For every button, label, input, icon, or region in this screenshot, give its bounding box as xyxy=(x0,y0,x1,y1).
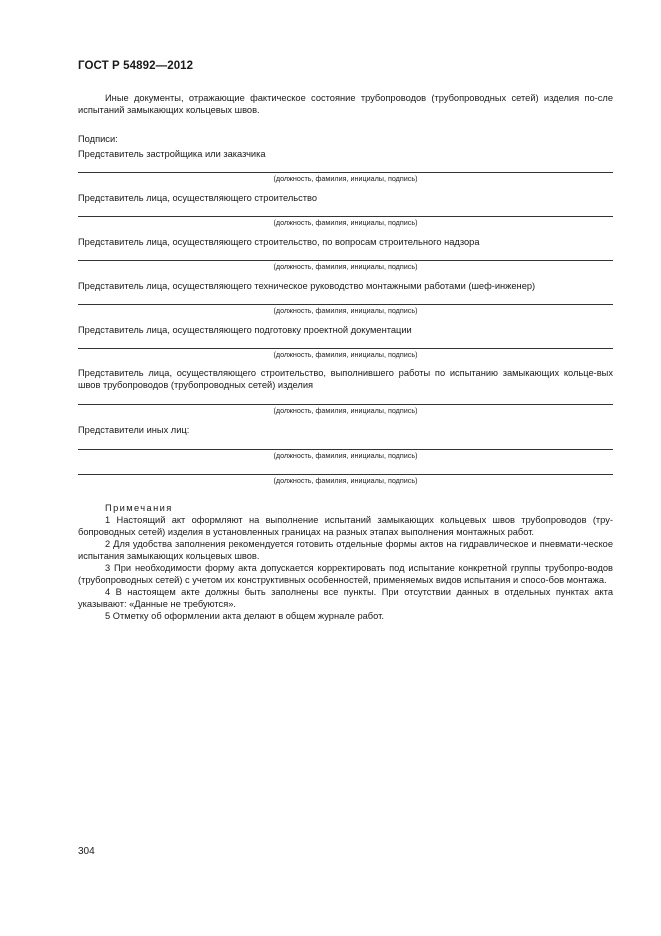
notes-title: Примечания xyxy=(105,503,173,513)
signature-line xyxy=(78,449,613,450)
representative-label: Представитель лица, осуществляющего подготовку проектной документации xyxy=(78,325,412,335)
signature-line xyxy=(78,172,613,173)
signature-hint: (должность, фамилия, инициалы, подпись) xyxy=(273,262,418,271)
signature-line xyxy=(78,216,613,217)
note-item: 1 Настоящий акт оформляют на выполнение испытаний замыкающих кольцевых швов трубопроводов (тру-бопроводных сетей) изделия в установленных границах на разных этапах выполнения монтажных работ. xyxy=(78,515,613,537)
note-item: 3 При необходимости форму акта допускается корректировать под испытание конкретной группы трубопро-водов (трубопроводных сетей) с учетом их конструктивных особенностей, применяемых видов испытания и спосо-бов монтажа. xyxy=(78,563,613,585)
note-item: 2 Для удобства заполнения рекомендуется готовить отдельные формы актов на гидравлическое и пневмати-ческое испытания замыкающих кольцевых швов. xyxy=(78,539,613,561)
signature-hint: (должность, фамилия, инициалы, подпись) xyxy=(273,476,418,485)
others-label: Представители иных лиц: xyxy=(78,425,190,435)
representative-label: Представитель застройщика или заказчика xyxy=(78,149,266,159)
signature-hint: (должность, фамилия, инициалы, подпись) xyxy=(273,451,418,460)
signature-hint: (должность, фамилия, инициалы, подпись) xyxy=(273,174,418,183)
document-code: ГОСТ Р 54892—2012 xyxy=(78,60,194,72)
signature-line xyxy=(78,260,613,261)
signature-hint: (должность, фамилия, инициалы, подпись) xyxy=(273,350,418,359)
signature-hint: (должность, фамилия, инициалы, подпись) xyxy=(273,218,418,227)
representative-label: Представитель лица, осуществляющего строительство, по вопросам строительного надзора xyxy=(78,237,480,247)
signature-line xyxy=(78,304,613,305)
note-item: 5 Отметку об оформлении акта делают в общем журнале работ. xyxy=(105,611,384,621)
notes-block xyxy=(78,502,613,622)
representative-label: Представитель лица, осуществляющего строительство, выполнившего работы по испытанию замыкающих кольце-вых швов трубопроводов (трубопроводных сетей) изделия xyxy=(78,368,613,390)
signatures-label: Подписи: xyxy=(78,134,118,144)
page-number: 304 xyxy=(78,846,95,857)
signature-line xyxy=(78,474,613,475)
signature-line xyxy=(78,404,613,405)
representative-label: Представитель лица, осуществляющего техническое руководство монтажными работами (шеф-инженер) xyxy=(78,281,536,291)
note-item: 4 В настоящем акте должны быть заполнены все пункты. При отсутствии данных в отдельных пунктах акта указывают: «Данные не требуются». xyxy=(78,587,613,609)
intro-paragraph: Иные документы, отражающие фактическое состояние трубопроводов (трубопроводных сетей) изделия по-сле испытаний замыкающих кольцевых швов. xyxy=(78,93,613,115)
signature-hint: (должность, фамилия, инициалы, подпись) xyxy=(273,406,418,415)
representative-label: Представитель лица, осуществляющего строительство xyxy=(78,193,318,203)
signature-line xyxy=(78,348,613,349)
signature-hint: (должность, фамилия, инициалы, подпись) xyxy=(273,306,418,315)
document-page xyxy=(78,0,613,936)
